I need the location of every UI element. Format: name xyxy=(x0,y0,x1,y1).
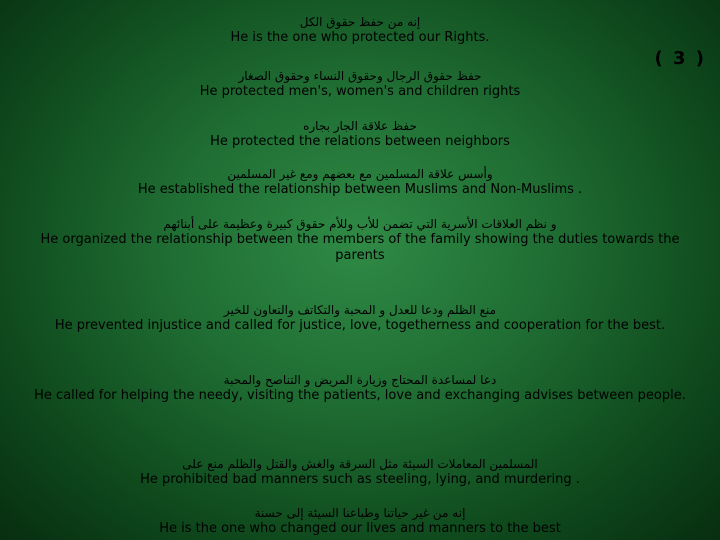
item-7-arabic: دعا لمساعدة المحتاج وزيارة المريض و التناصح والمحبة xyxy=(223,373,497,387)
item-8-arabic: المسلمين المعاملات السيئة مثل السرقة والغش والقتل والظلم منع على xyxy=(182,457,538,471)
item-8 xyxy=(20,456,700,488)
item-4 xyxy=(20,166,700,198)
item-9-arabic: إنه من غير حياتنا وطباعنا السيئة إلى حسنة xyxy=(254,506,466,520)
item-6 xyxy=(20,302,700,334)
item-2 xyxy=(20,68,700,100)
item-1-arabic: إنه من حفظ حقوق الكل xyxy=(299,15,421,29)
item-6-english: He prevented injustice and called for justice, love, togetherness and cooperation for the best. xyxy=(54,318,666,333)
item-2-arabic: حفظ حقوق الرجال وحقوق النساء وحقوق الصغار xyxy=(238,69,482,83)
item-1 xyxy=(20,14,700,46)
item-7-english: He called for helping the needy, visiting the patients, love and exchanging advises between people. xyxy=(34,388,686,403)
item-2-english: He protected men's, women's and children rights xyxy=(199,84,521,99)
item-9 xyxy=(20,505,700,537)
item-9-english: He is the one who changed our lives and manners to the best xyxy=(159,521,561,536)
item-3 xyxy=(20,118,700,150)
item-5-english: He organized the relationship between the members of the family showing the duties towards the parents xyxy=(40,232,680,263)
item-8-english: He prohibited bad manners such as steeling, lying, and murdering . xyxy=(140,472,580,487)
item-3-english: He protected the relations between neighbors xyxy=(210,134,510,149)
slide-number: ( 3 ) xyxy=(654,48,706,69)
item-1-english: He is the one who protected our Rights. xyxy=(230,30,490,45)
item-7 xyxy=(20,372,700,404)
item-5-arabic: و نظم العلاقات الأسرية التي تضمن للأب وللأم حقوق كبيرة وعظيمة على أبنائهم xyxy=(163,217,557,231)
item-4-arabic: وأسس علاقة المسلمين مع بعضهم ومع غير المسلمين xyxy=(227,167,493,181)
item-4-english: He established the relationship between Muslims and Non-Muslims . xyxy=(137,182,583,197)
item-5 xyxy=(20,216,700,264)
item-3-arabic: حفظ علاقة الجار بجاره xyxy=(303,119,417,133)
item-6-arabic: منع الظلم ودعا للعدل و المحبة والتكاتف والتعاون للخير xyxy=(223,303,497,317)
